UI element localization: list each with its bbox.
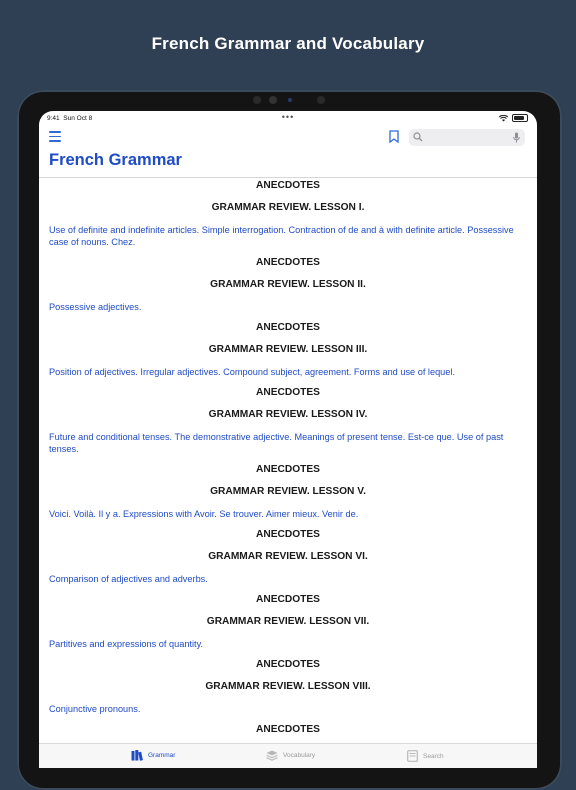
tab-vocabulary-label: Vocabulary <box>283 752 316 759</box>
lesson-entry <box>39 321 537 378</box>
lesson-title[interactable]: GRAMMAR REVIEW. LESSON III. <box>208 344 368 355</box>
search-book-icon <box>407 750 418 762</box>
bookmark-icon[interactable] <box>389 130 399 143</box>
anecdotes-header[interactable]: ANECDOTES <box>256 257 320 268</box>
lesson-title[interactable]: GRAMMAR REVIEW. LESSON I. <box>211 202 365 213</box>
anecdotes-header[interactable]: ANECDOTES <box>256 529 320 540</box>
lesson-entry <box>39 723 537 739</box>
lesson-entry <box>39 658 537 715</box>
tab-search[interactable] <box>407 750 444 762</box>
lesson-title[interactable]: GRAMMAR REVIEW. LESSON IV. <box>208 409 368 420</box>
tab-vocabulary[interactable] <box>266 750 315 761</box>
search-input[interactable] <box>425 129 509 148</box>
page-title: French Grammar <box>49 151 182 169</box>
lesson-title[interactable]: GRAMMAR REVIEW. LESSON VIII. <box>205 681 371 692</box>
lesson-description-link[interactable]: Comparison of adjectives and adverbs. <box>49 574 208 584</box>
lesson-description-link[interactable]: Possessive adjectives. <box>49 302 142 312</box>
lesson-description-link[interactable]: Partitives and expressions of quantity. <box>49 639 204 649</box>
app-screen <box>39 111 537 768</box>
lesson-entry <box>39 256 537 313</box>
search-icon <box>413 132 423 142</box>
tab-bar <box>39 743 537 768</box>
camera-bar <box>17 96 562 106</box>
camera-lens-icon <box>253 96 261 104</box>
promo-title: French Grammar and Vocabulary <box>151 34 425 53</box>
lesson-entry <box>39 386 537 455</box>
lesson-description-link[interactable]: Voici. Voilà. Il y a. Expressions with Avoir. Se trouver. Aimer mieux. Venir de. <box>49 509 359 519</box>
lesson-description-link[interactable]: Use of definite and indefinite articles. Simple interrogation. Contraction of de and à with definite article. Possessive case of nouns. Chez. <box>49 225 514 247</box>
lesson-title[interactable]: GRAMMAR REVIEW. LESSON V. <box>210 486 366 497</box>
anecdotes-header[interactable]: ANECDOTES <box>256 594 320 605</box>
anecdotes-header[interactable]: ANECDOTES <box>256 387 320 398</box>
wifi-icon <box>499 115 508 122</box>
nav-bar <box>39 127 537 149</box>
microphone-icon[interactable] <box>513 132 520 143</box>
lesson-entry <box>39 463 537 520</box>
lesson-title[interactable]: GRAMMAR REVIEW. LESSON II. <box>210 279 366 290</box>
title-divider <box>39 177 537 178</box>
anecdotes-header[interactable]: ANECDOTES <box>256 724 320 735</box>
anecdotes-header[interactable]: ANECDOTES <box>256 659 320 670</box>
camera-flash-icon <box>317 96 325 104</box>
vocabulary-stack-icon <box>266 750 278 761</box>
status-time: 9:41 Sun Oct 8 <box>47 115 93 122</box>
camera-sensor-icon <box>269 96 277 104</box>
lesson-list[interactable] <box>39 179 537 739</box>
tab-grammar[interactable] <box>131 750 175 761</box>
lesson-title[interactable]: GRAMMAR REVIEW. LESSON VII. <box>206 616 370 627</box>
status-bar <box>39 111 537 127</box>
status-icons <box>499 114 528 122</box>
lesson-description-link[interactable]: Position of adjectives. Irregular adjectives. Compound subject, agreement. Forms and use of lequel. <box>49 367 455 377</box>
lesson-description-link[interactable]: Conjunctive pronouns. <box>49 704 141 714</box>
search-box[interactable] <box>409 129 525 146</box>
anecdotes-header[interactable]: ANECDOTES <box>256 180 320 191</box>
lesson-entry <box>39 593 537 650</box>
camera-dot-icon <box>288 98 292 102</box>
anecdotes-header[interactable]: ANECDOTES <box>256 322 320 333</box>
lesson-title[interactable]: GRAMMAR REVIEW. LESSON VI. <box>208 551 368 562</box>
multitask-dots[interactable]: ••• <box>281 112 295 122</box>
grammar-books-icon <box>131 750 143 761</box>
lesson-description-link[interactable]: Future and conditional tenses. The demonstrative adjective. Meanings of present tense. Est-ce que. Use of past tenses. <box>49 432 504 454</box>
anecdotes-header[interactable]: ANECDOTES <box>256 464 320 475</box>
lesson-entry <box>39 179 537 248</box>
tab-grammar-label: Grammar <box>148 752 176 759</box>
battery-icon <box>512 114 528 122</box>
tab-search-label: Search <box>423 752 444 760</box>
lesson-entry <box>39 528 537 585</box>
hamburger-menu-icon[interactable] <box>49 131 61 141</box>
